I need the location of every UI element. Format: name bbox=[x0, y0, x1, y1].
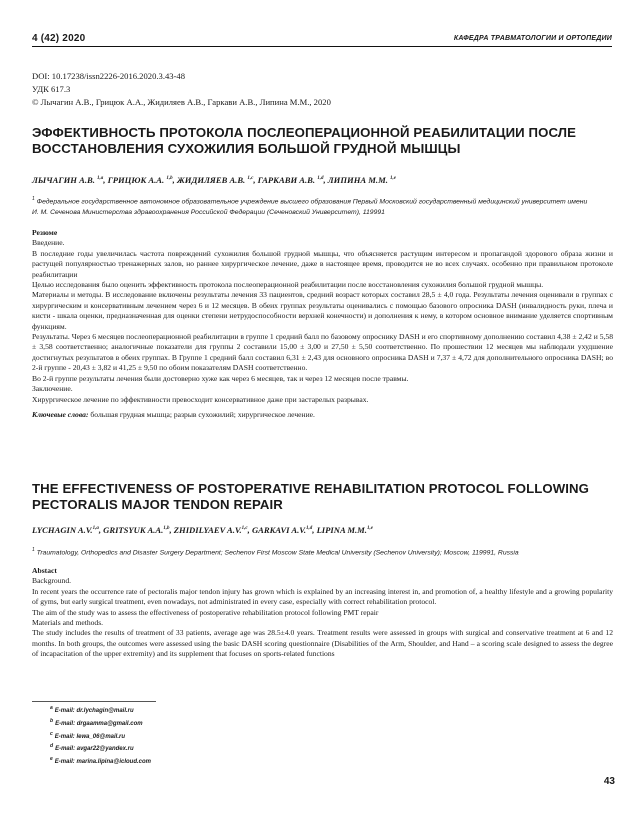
footnote-email[interactable]: E-mail: dr.lychagin@mail.ru bbox=[54, 708, 134, 714]
issue-number: 4 (42) 2020 bbox=[32, 33, 86, 44]
summary-paragraph: Целью исследования было оценить эффективность протокола послеоперационной реабилитации после восстановления сухожилия большой грудной мышцы. bbox=[32, 280, 544, 290]
abstract-paragraph: The aim of the study was to assess the effectiveness of postoperative rehabilitation protocol following PMT repair bbox=[32, 607, 379, 617]
ru-authors: ЛЫЧАГИН А.В. $^{1,a}$, ГРИЦЮК А.А. $^{1,b}$, ЖИДИЛЯЕВ А.В. $^{1,c}$, ГАРКАВИ А.В. $^{1,d}$, ЛИПИНА М.М. $^{1,e}$ bbox=[32, 175, 397, 185]
summary-paragraph: Материалы и методы. В исследование включены результаты лечения 33 пациентов, средний возраст которых составил 28,5 ± 4,0 года. Результаты лечения оценивали в группах с хирургическим и консервативным лечением через 6 и 12 месяцев. В обеих группах результаты оценивались с помощью базового опросника DASH (инвалидность руки, плеча и кисти - шкала оценки, предназначенная для оценки степени нетрудоспособности верхней конечности) и дополнения к нему, в котором основное внимание уделяется спортивным функциям. bbox=[32, 290, 613, 331]
ru-title-line-2: ВОССТАНОВЛЕНИЯ СУХОЖИЛИЯ БОЛЬШОЙ ГРУДНОЙ МЫШЦЫ bbox=[32, 141, 461, 156]
footnote-rule bbox=[32, 701, 156, 702]
author-sup: 1,b bbox=[166, 176, 173, 182]
author-sup: 1,a bbox=[97, 176, 104, 182]
affil-line: И. М. Сеченова Министерства здравоохранения Российской Федерации (Сеченовский Университет), 119991 bbox=[32, 208, 385, 216]
article-meta bbox=[32, 70, 331, 108]
affil-sup: 1 bbox=[32, 547, 35, 553]
header-rule bbox=[32, 46, 612, 47]
en-authors: LYCHAGIN A.V.$^{1,a}$, GRITSYUK A.A.$^{1,b}$, ZHIDILYAEV A.V.$^{1,c}$, GARKAVI A.V.$^{1,d}$, LIPINA M.M.$^{1,e}$ bbox=[32, 525, 373, 535]
en-abstract bbox=[32, 566, 613, 660]
author-name: LIPINA M.M. bbox=[316, 525, 367, 535]
affil-line: Федеральное государственное автономное образовательное учреждение высшего образования Первый Московский государственный медицинский университет имени bbox=[36, 198, 588, 206]
en-affiliation bbox=[32, 545, 617, 559]
footnote: $^b$ E-mail: drgaamma@gmail.com bbox=[50, 717, 143, 727]
footnote-email[interactable]: E-mail: avgar22@yandex.ru bbox=[55, 746, 134, 753]
ru-title bbox=[32, 125, 617, 157]
footnote: $^e$ E-mail: marina.lipina@icloud.com bbox=[50, 756, 151, 766]
summary-paragraph: В последние годы увеличилась частота повреждений сухожилия большой грудной мышцы, что объясняется растущим интересом и пропагандой здорового образа жизни и растущей популярностью тренажерных залов, но раннее хирургическое лечение, даже в настоящее время, проводится не во всех случаях. особенно при правильном протоколе реабилитации bbox=[32, 248, 613, 279]
author-name: ЖИДИЛЯЕВ А.В. bbox=[176, 175, 246, 185]
abstract-label: Abstact bbox=[32, 566, 57, 575]
abstract-paragraph: Background. bbox=[32, 576, 72, 586]
footnote-email[interactable]: E-mail: drgaamma@gmail.com bbox=[55, 720, 143, 727]
author-name: GRITSYUK A.A. bbox=[103, 525, 164, 535]
footnote: $^d$ E-mail: avgar22@yandex.ru bbox=[50, 743, 134, 753]
keywords bbox=[32, 410, 613, 420]
affil-sup: 1 bbox=[32, 196, 35, 202]
summary-label: Резюме bbox=[32, 228, 58, 237]
page-number: 43 bbox=[603, 776, 615, 787]
ru-affiliation bbox=[32, 194, 617, 218]
en-title-line-1: THE EFFECTIVENESS OF POSTOPERATIVE REHABILITATION PROTOCOL FOLLOWING bbox=[32, 481, 590, 496]
abstract-paragraph: In recent years the occurrence rate of pectoralis major tendon injury has grown which is explained by an increasing interest in, and promotion of, a healthy lifestyle and a growing popularity of gyms, but early surgical treatment, even nowadays, not administrated in every case, especially with correct rehabilitation protocol. bbox=[32, 586, 613, 607]
footnote-email[interactable]: E-mail: lewa_06@mail.ru bbox=[54, 733, 125, 740]
author-name: ГРИЦЮК А.А. bbox=[107, 175, 165, 185]
en-title bbox=[32, 481, 617, 513]
running-header bbox=[32, 33, 612, 44]
author-name: GARKAVI A.V. bbox=[251, 525, 307, 535]
author-sup: 1,e bbox=[390, 176, 397, 182]
summary-paragraph: Результаты. Через 6 месяцев послеоперационной реабилитации в группе 1 средний балл по базовому опроснику DASH и его спортивному дополнению составил 4,38 ± 2,42 и 5,58 ± 3,58 соответственно; аналогичные показатели для группы 2 составили 15,00 ± 3,00 и 27,50 ± 5,50 соответственно. По прошествии 12 месяцев мы наблюдали ухудшение достигнутых результатов в обеих группах. В Группе 1 средний балл составил 6,31 ± 2,43 для основного опросника DASH и 7,37 ± 4,72 для дополнительного опросника DASH; во 2-й группе - 20,43 ± 3,82 и 41,25 ± 9,50 по обоим показателям DASH соответственно. bbox=[32, 332, 613, 373]
summary-paragraph: Введение. bbox=[32, 238, 65, 248]
doi: DOI: 10.17238/issn2226-2016.2020.3.43-48 bbox=[32, 71, 186, 81]
summary-paragraph: Хирургическое лечение по эффективности превосходит консервативное даже при застарелых разрывах. bbox=[32, 394, 369, 404]
summary-paragraph: Во 2-й группе результаты лечения были достоверно хуже как через 6 месяцев, так и через 12 месяцев после травмы. bbox=[32, 373, 409, 383]
author-sup: 1,b bbox=[163, 526, 170, 532]
author-sup: 1,d bbox=[317, 176, 324, 182]
footnote-email[interactable]: E-mail: marina.lipina@icloud.com bbox=[54, 759, 151, 766]
abstract-paragraph: Materials and methods. bbox=[32, 618, 104, 628]
footnote: $^c$ E-mail: lewa_06@mail.ru bbox=[50, 730, 125, 740]
keywords-label: Ключевые слова: bbox=[32, 409, 89, 419]
department-name: КАФЕДРА ТРАВМАТОЛОГИИ И ОРТОПЕДИИ bbox=[453, 35, 612, 42]
abstract-paragraph: The study includes the results of treatment of 33 patients, average age was 28.5±4.0 years. Treatment results were assessed in groups with surgical and conservative treatment at 6 and 12 months. In both groups, the outcomes were assessed using the basic DASH scoring questionnaire (Disabilities of the Arm, Shoulder, and Hand – a scoring scale designed to assess the degree of incapacitation of the upper extremity) and its supplement that focuses on sports-related functions bbox=[32, 628, 613, 659]
author-name: LYCHAGIN A.V. bbox=[32, 525, 93, 535]
author-name: ЛЫЧАГИН А.В. bbox=[32, 175, 95, 185]
udk: УДК 617.3 bbox=[32, 83, 71, 94]
author-name: ГАРКАВИ А.В. bbox=[257, 175, 316, 185]
author-sup: 1,a bbox=[92, 526, 99, 532]
footnotes bbox=[50, 704, 151, 768]
ru-title-line-1: ЭФФЕКТИВНОСТЬ ПРОТОКОЛА ПОСЛЕОПЕРАЦИОННОЙ РЕАБИЛИТАЦИИ ПОСЛЕ bbox=[32, 125, 576, 140]
en-title-line-2: PECTORALIS MAJOR TENDON REPAIR bbox=[32, 497, 283, 512]
summary-paragraph: Заключение. bbox=[32, 384, 73, 394]
ru-summary bbox=[32, 228, 613, 420]
author-sup: 1,c bbox=[241, 526, 248, 532]
keywords-text: большая грудная мышца; разрыв сухожилий; хирургическое лечение. bbox=[88, 409, 315, 419]
author-sup: 1,e bbox=[366, 526, 373, 532]
author-name: ЛИПИНА М.М. bbox=[327, 175, 388, 185]
author-sup: 1,d bbox=[306, 526, 313, 532]
copyright: © Лычагин А.В., Грицюк А.А., Жидиляев А.В., Гаркави А.В., Липина М.М., 2020 bbox=[32, 96, 331, 107]
footnote: $^a$ E-mail: dr.lychagin@mail.ru bbox=[50, 705, 134, 714]
author-name: ZHIDILYAEV A.V. bbox=[173, 525, 242, 535]
affil-line: Traumatology, Orthopedics and Disaster Surgery Department; Sechenov First Moscow State Medical University (Sechenov University); Moscow, 119991, Russia bbox=[36, 549, 519, 557]
author-sup: 1,c bbox=[247, 176, 254, 182]
